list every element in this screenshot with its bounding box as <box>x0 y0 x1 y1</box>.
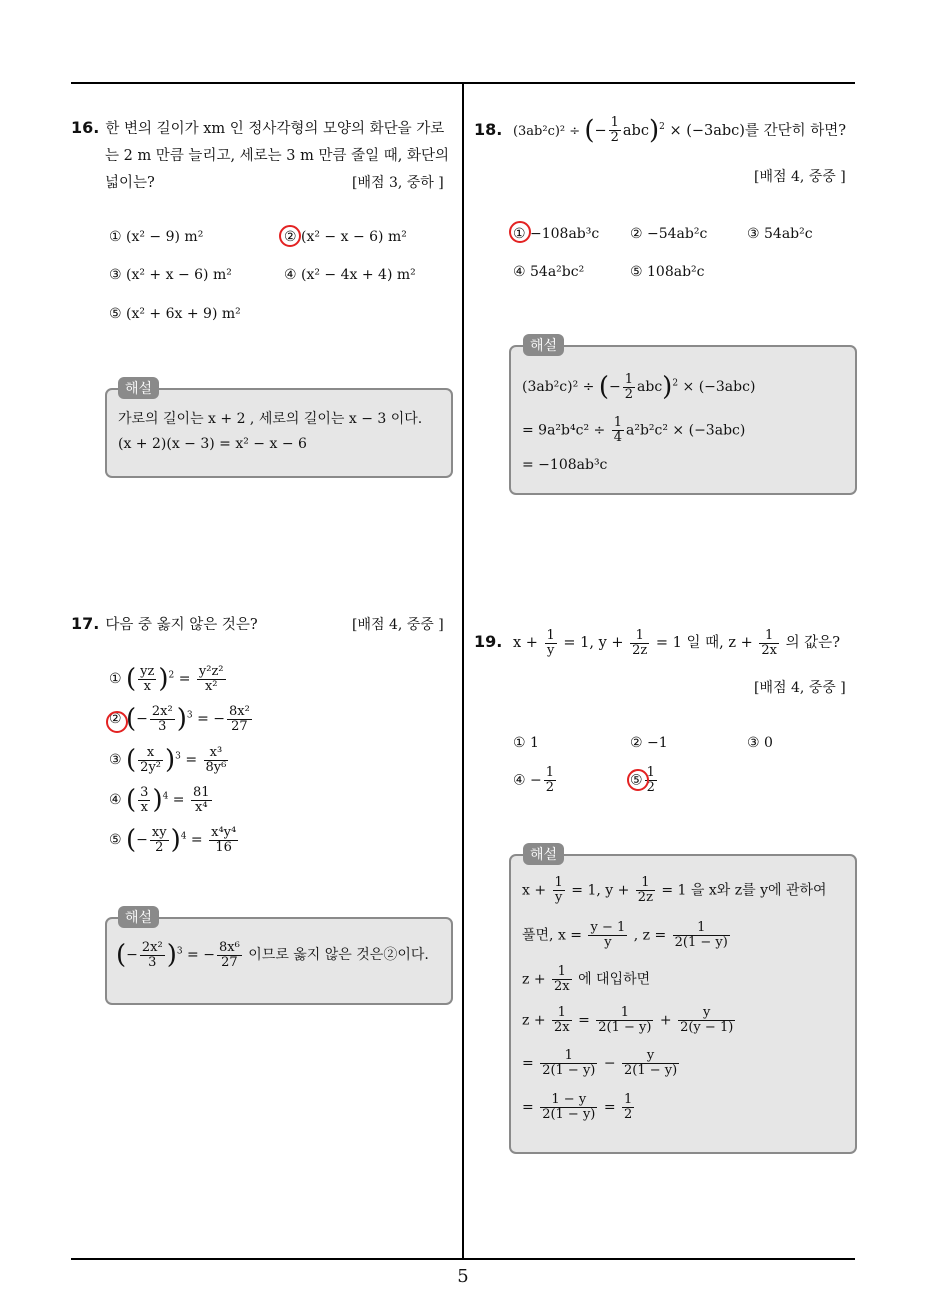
choice-2[interactable]: ② −1 <box>630 735 668 751</box>
explanation-tag: 해설 <box>118 906 159 928</box>
choice-3[interactable]: ③ (x² + x − 6) m² <box>109 267 232 283</box>
question-19: 19. x + $\frac{1}{y}$ = 1, y + $\frac{1}{2z}$ = 1 일 때, z + $\frac{1}{2x}$ 의 값은? <box>474 627 840 658</box>
answer-mark <box>509 221 531 243</box>
explanation-line: = 9a²b⁴c² ÷ $\frac{1}{4}$ a²b²c² × (−3abc) <box>522 415 746 445</box>
page-number: 5 <box>457 1266 469 1287</box>
question-meta: [배점 4, 중중 ] <box>754 169 846 185</box>
explanation-tag: 해설 <box>118 377 159 399</box>
explanation-line: = $\frac{1}{2(1 - y)}$ − $\frac{y}{2(1 - y)}$ <box>522 1048 678 1078</box>
question-meta: [배점 4, 중중 ] <box>352 617 444 633</box>
explanation-line: x + $\frac{1}{y}$ = 1, y + $\frac{1}{2z}$ = 1 을 x와 z를 y에 관하여 <box>522 875 827 905</box>
explanation-box <box>105 388 453 478</box>
question-meta: [배점 4, 중중 ] <box>754 680 846 696</box>
answer-mark <box>627 769 649 791</box>
choice-4[interactable]: ④ (x² − 4x + 4) m² <box>284 267 416 283</box>
choice-1[interactable]: ① (x² − 9) m² <box>109 229 204 245</box>
choice-4[interactable]: ④ 54a²bc² <box>513 264 585 280</box>
explanation-line: 가로의 길이는 x + 2 , 세로의 길이는 x − 3 이다. <box>118 411 423 427</box>
explanation-line: z + $\frac{1}{2x}$ 에 대입하면 <box>522 964 651 994</box>
choice-5[interactable]: ⑤ (− $\frac{xy}{2}$ )$^4$ = $\frac{\text{x⁴y⁴}}{16}$ <box>109 824 237 855</box>
choice-3[interactable]: ③ 0 <box>747 735 773 751</box>
choice-1[interactable]: ① ( $\frac{yz}{x}$ )$^2$ = $\frac{\text{y²z²}}{\text{x²}}$ <box>109 663 224 694</box>
explanation-line: z + $\frac{1}{2x}$ = $\frac{1}{2(1 - y)}$ + $\frac{y}{2(y - 1)}$ <box>522 1005 734 1035</box>
explanation-line: (− $\frac{\text{2x²}}{3}$ )$^3$ = − $\frac{\text{8x⁶}}{27}$ 이므로 옳지 않은 것은②이다. <box>116 939 429 970</box>
explanation-tag: 해설 <box>523 843 564 865</box>
choice-2[interactable]: ② (− $\frac{\text{2x²}}{3}$ )$^3$ = − $\frac{\text{8x²}}{27}$ <box>109 703 250 734</box>
bottom-rule <box>71 1258 855 1260</box>
choice-5[interactable]: ⑤ (x² + 6x + 9) m² <box>109 306 241 322</box>
explanation-line: (x + 2)(x − 3) = x² − x − 6 <box>118 436 307 452</box>
question-number: 16. <box>71 118 100 137</box>
question-text-line2: 는 2 m 만큼 늘리고, 세로는 3 m 만큼 줄일 때, 화단의 <box>105 148 449 164</box>
explanation-tag: 해설 <box>523 334 564 356</box>
explanation-line: = −108ab³c <box>522 457 608 473</box>
choice-4[interactable]: ④ ( $\frac{3}{x}$ )$^4$ = $\frac{81}{\text{x⁴}}$ <box>109 784 210 815</box>
question-meta: [배점 3, 중하 ] <box>352 175 444 191</box>
choice-3[interactable]: ③ ( $\frac{x}{\text{2y²}}$ )$^3$ = $\frac{\text{x³}}{\text{8y⁶}}$ <box>109 744 227 775</box>
choice-5[interactable]: ⑤ 108ab²c <box>630 264 705 280</box>
column-divider <box>462 82 464 1259</box>
question-text-line1: 한 변의 길이가 xm 인 정사각형의 모양의 화단을 가로 <box>105 121 445 137</box>
answer-mark <box>279 225 301 247</box>
question-text-line3: 넓이는? <box>105 175 155 191</box>
question-number: 19. <box>474 632 503 651</box>
question-number: 18. <box>474 119 503 139</box>
choice-4[interactable]: ④ − $\frac{1}{2}$ <box>513 765 555 795</box>
choice-1[interactable]: ① −108ab³c <box>513 226 600 242</box>
answer-mark <box>106 711 128 733</box>
question-number: 17. <box>71 614 100 633</box>
explanation-line: (3ab²c)² ÷ (− $\frac{1}{2}$ abc)$^2$ × (−3abc) <box>522 371 756 402</box>
question-17 <box>71 610 258 639</box>
explanation-line: = $\frac{1 - y}{2(1 - y)}$ = $\frac{1}{2}$ <box>522 1092 633 1122</box>
explanation-line: 풀면, x = $\frac{y - 1}{y}$ , z = $\frac{1}{2(1 - y)}$ <box>522 920 728 950</box>
choice-3[interactable]: ③ 54ab²c <box>747 226 813 242</box>
question-text: 다음 중 옳지 않은 것은? <box>105 617 258 633</box>
choice-5[interactable]: ⑤ $\frac{1}{2}$ <box>630 765 655 795</box>
question-18: 18. (3ab²c)² ÷ (− $\frac{1}{2}$ abc)$^2$ × (−3abc)를 간단히 하면? <box>474 115 847 146</box>
choice-2[interactable]: ② −54ab²c <box>630 226 708 242</box>
choice-2[interactable]: ② (x² − x − 6) m² <box>284 229 407 245</box>
choice-1[interactable]: ① 1 <box>513 735 539 751</box>
